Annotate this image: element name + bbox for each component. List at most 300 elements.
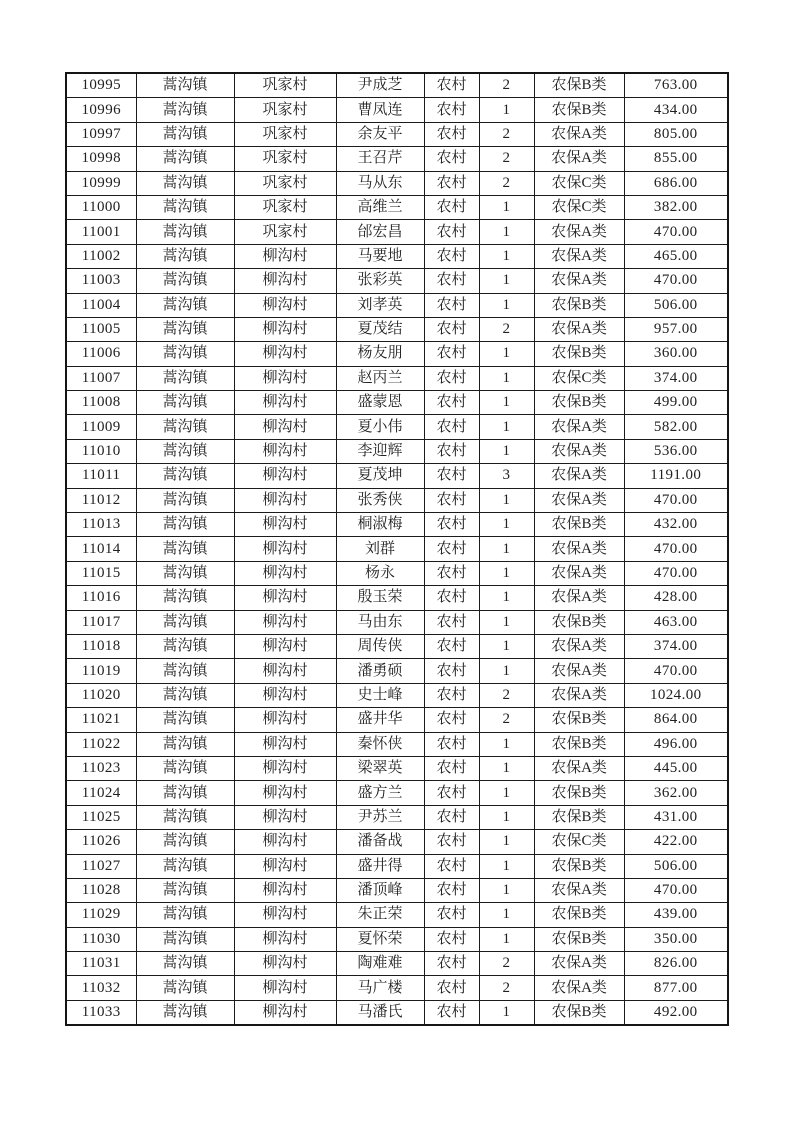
- cell-person-name: 杨永: [336, 561, 424, 585]
- cell-category: 农保A类: [534, 244, 624, 268]
- cell-household-type: 农村: [424, 317, 479, 341]
- cell-record-id: 11012: [66, 488, 136, 512]
- cell-person-name: 史士峰: [336, 683, 424, 707]
- cell-household-type: 农村: [424, 513, 479, 537]
- cell-village: 柳沟村: [234, 561, 336, 585]
- cell-village: 柳沟村: [234, 391, 336, 415]
- cell-town: 蒿沟镇: [136, 122, 234, 146]
- cell-village: 柳沟村: [234, 854, 336, 878]
- cell-person-count: 1: [479, 854, 534, 878]
- table-row: [66, 927, 728, 951]
- cell-category: 农保A类: [534, 634, 624, 658]
- cell-town: 蒿沟镇: [136, 586, 234, 610]
- cell-person-name: 马广楼: [336, 976, 424, 1000]
- table-row: [66, 756, 728, 780]
- cell-village: 柳沟村: [234, 537, 336, 561]
- cell-person-name: 周传侠: [336, 634, 424, 658]
- cell-household-type: 农村: [424, 269, 479, 293]
- cell-category: 农保A类: [534, 561, 624, 585]
- cell-household-type: 农村: [424, 195, 479, 219]
- cell-category: 农保B类: [534, 293, 624, 317]
- cell-town: 蒿沟镇: [136, 927, 234, 951]
- cell-amount: 434.00: [624, 98, 728, 122]
- cell-amount: 864.00: [624, 708, 728, 732]
- cell-household-type: 农村: [424, 98, 479, 122]
- cell-village: 巩家村: [234, 195, 336, 219]
- cell-village: 柳沟村: [234, 756, 336, 780]
- cell-category: 农保C类: [534, 195, 624, 219]
- cell-amount: 362.00: [624, 781, 728, 805]
- cell-category: 农保A类: [534, 439, 624, 463]
- cell-person-name: 刘群: [336, 537, 424, 561]
- cell-person-count: 1: [479, 610, 534, 634]
- cell-person-name: 马潘氏: [336, 1000, 424, 1025]
- cell-category: 农保A类: [534, 488, 624, 512]
- cell-household-type: 农村: [424, 854, 479, 878]
- cell-person-count: 1: [479, 732, 534, 756]
- cell-town: 蒿沟镇: [136, 342, 234, 366]
- cell-town: 蒿沟镇: [136, 317, 234, 341]
- cell-amount: 470.00: [624, 220, 728, 244]
- cell-record-id: 10997: [66, 122, 136, 146]
- cell-record-id: 11021: [66, 708, 136, 732]
- cell-town: 蒿沟镇: [136, 366, 234, 390]
- table-row: [66, 171, 728, 195]
- cell-village: 柳沟村: [234, 366, 336, 390]
- cell-village: 柳沟村: [234, 683, 336, 707]
- cell-household-type: 农村: [424, 561, 479, 585]
- table-row: [66, 513, 728, 537]
- cell-household-type: 农村: [424, 293, 479, 317]
- cell-person-name: 夏茂结: [336, 317, 424, 341]
- cell-person-count: 1: [479, 98, 534, 122]
- cell-category: 农保A类: [534, 952, 624, 976]
- table-row: [66, 781, 728, 805]
- cell-amount: 826.00: [624, 952, 728, 976]
- cell-household-type: 农村: [424, 976, 479, 1000]
- cell-household-type: 农村: [424, 147, 479, 171]
- cell-category: 农保B类: [534, 732, 624, 756]
- cell-record-id: 11031: [66, 952, 136, 976]
- cell-village: 柳沟村: [234, 317, 336, 341]
- cell-person-count: 1: [479, 659, 534, 683]
- cell-person-count: 1: [479, 220, 534, 244]
- cell-record-id: 11019: [66, 659, 136, 683]
- cell-amount: 470.00: [624, 561, 728, 585]
- cell-amount: 350.00: [624, 927, 728, 951]
- cell-amount: 496.00: [624, 732, 728, 756]
- cell-category: 农保B类: [534, 854, 624, 878]
- cell-household-type: 农村: [424, 244, 479, 268]
- cell-household-type: 农村: [424, 732, 479, 756]
- cell-person-count: 3: [479, 464, 534, 488]
- cell-household-type: 农村: [424, 171, 479, 195]
- cell-town: 蒿沟镇: [136, 708, 234, 732]
- cell-category: 农保A类: [534, 220, 624, 244]
- cell-household-type: 农村: [424, 634, 479, 658]
- table-row: [66, 952, 728, 976]
- cell-amount: 422.00: [624, 830, 728, 854]
- table-row: [66, 244, 728, 268]
- cell-category: 农保B类: [534, 391, 624, 415]
- cell-town: 蒿沟镇: [136, 634, 234, 658]
- cell-category: 农保A类: [534, 586, 624, 610]
- cell-category: 农保A类: [534, 122, 624, 146]
- cell-person-name: 刘孝英: [336, 293, 424, 317]
- cell-household-type: 农村: [424, 439, 479, 463]
- cell-amount: 499.00: [624, 391, 728, 415]
- cell-town: 蒿沟镇: [136, 171, 234, 195]
- cell-record-id: 11010: [66, 439, 136, 463]
- cell-record-id: 11008: [66, 391, 136, 415]
- cell-village: 柳沟村: [234, 976, 336, 1000]
- cell-person-name: 殷玉荣: [336, 586, 424, 610]
- cell-amount: 463.00: [624, 610, 728, 634]
- cell-person-count: 1: [479, 293, 534, 317]
- cell-person-name: 盛井得: [336, 854, 424, 878]
- cell-town: 蒿沟镇: [136, 610, 234, 634]
- cell-record-id: 11003: [66, 269, 136, 293]
- cell-record-id: 11005: [66, 317, 136, 341]
- cell-person-name: 王召芹: [336, 147, 424, 171]
- cell-category: 农保C类: [534, 366, 624, 390]
- table-row: [66, 439, 728, 463]
- cell-person-count: 1: [479, 878, 534, 902]
- cell-town: 蒿沟镇: [136, 561, 234, 585]
- cell-person-name: 梁翠英: [336, 756, 424, 780]
- cell-town: 蒿沟镇: [136, 537, 234, 561]
- cell-person-name: 马要地: [336, 244, 424, 268]
- cell-person-count: 1: [479, 586, 534, 610]
- cell-category: 农保B类: [534, 903, 624, 927]
- cell-household-type: 农村: [424, 464, 479, 488]
- cell-town: 蒿沟镇: [136, 976, 234, 1000]
- cell-town: 蒿沟镇: [136, 195, 234, 219]
- cell-person-count: 1: [479, 756, 534, 780]
- cell-village: 巩家村: [234, 122, 336, 146]
- cell-category: 农保B类: [534, 513, 624, 537]
- cell-village: 巩家村: [234, 220, 336, 244]
- cell-person-count: 1: [479, 537, 534, 561]
- cell-town: 蒿沟镇: [136, 439, 234, 463]
- cell-person-count: 2: [479, 147, 534, 171]
- table-row: [66, 561, 728, 585]
- cell-town: 蒿沟镇: [136, 830, 234, 854]
- cell-person-count: 1: [479, 781, 534, 805]
- cell-category: 农保B类: [534, 708, 624, 732]
- cell-record-id: 11032: [66, 976, 136, 1000]
- cell-record-id: 11006: [66, 342, 136, 366]
- cell-amount: 470.00: [624, 537, 728, 561]
- cell-person-count: 1: [479, 195, 534, 219]
- cell-town: 蒿沟镇: [136, 659, 234, 683]
- cell-town: 蒿沟镇: [136, 464, 234, 488]
- cell-household-type: 农村: [424, 415, 479, 439]
- cell-person-count: 1: [479, 903, 534, 927]
- cell-amount: 805.00: [624, 122, 728, 146]
- cell-record-id: 11015: [66, 561, 136, 585]
- cell-person-count: 1: [479, 634, 534, 658]
- cell-person-count: 1: [479, 415, 534, 439]
- cell-household-type: 农村: [424, 952, 479, 976]
- cell-town: 蒿沟镇: [136, 269, 234, 293]
- cell-record-id: 10998: [66, 147, 136, 171]
- table-row: [66, 98, 728, 122]
- cell-person-count: 2: [479, 952, 534, 976]
- cell-amount: 957.00: [624, 317, 728, 341]
- table-body: [66, 73, 728, 1025]
- cell-household-type: 农村: [424, 610, 479, 634]
- pension-roster-table: [65, 72, 729, 1026]
- cell-person-name: 杨友朋: [336, 342, 424, 366]
- cell-village: 巩家村: [234, 73, 336, 98]
- cell-village: 柳沟村: [234, 732, 336, 756]
- table-row: [66, 830, 728, 854]
- cell-town: 蒿沟镇: [136, 878, 234, 902]
- cell-person-count: 1: [479, 488, 534, 512]
- cell-record-id: 11029: [66, 903, 136, 927]
- cell-village: 柳沟村: [234, 903, 336, 927]
- table-row: [66, 683, 728, 707]
- cell-category: 农保B类: [534, 1000, 624, 1025]
- cell-person-name: 高维兰: [336, 195, 424, 219]
- cell-category: 农保B类: [534, 342, 624, 366]
- cell-person-count: 2: [479, 73, 534, 98]
- cell-town: 蒿沟镇: [136, 513, 234, 537]
- cell-town: 蒿沟镇: [136, 805, 234, 829]
- cell-village: 巩家村: [234, 98, 336, 122]
- cell-village: 巩家村: [234, 171, 336, 195]
- cell-village: 柳沟村: [234, 464, 336, 488]
- cell-amount: 428.00: [624, 586, 728, 610]
- cell-record-id: 11004: [66, 293, 136, 317]
- table-row: [66, 415, 728, 439]
- table-row: [66, 147, 728, 171]
- cell-record-id: 11020: [66, 683, 136, 707]
- cell-household-type: 农村: [424, 1000, 479, 1025]
- cell-category: 农保A类: [534, 269, 624, 293]
- cell-record-id: 11000: [66, 195, 136, 219]
- cell-town: 蒿沟镇: [136, 220, 234, 244]
- table-row: [66, 659, 728, 683]
- cell-person-name: 桐淑梅: [336, 513, 424, 537]
- cell-person-count: 1: [479, 269, 534, 293]
- cell-town: 蒿沟镇: [136, 73, 234, 98]
- table-row: [66, 464, 728, 488]
- cell-household-type: 农村: [424, 366, 479, 390]
- table-row: [66, 854, 728, 878]
- table-row: [66, 878, 728, 902]
- cell-town: 蒿沟镇: [136, 147, 234, 171]
- cell-category: 农保A类: [534, 878, 624, 902]
- cell-person-count: 2: [479, 317, 534, 341]
- cell-person-count: 1: [479, 342, 534, 366]
- table-row: [66, 610, 728, 634]
- cell-village: 柳沟村: [234, 927, 336, 951]
- cell-household-type: 农村: [424, 220, 479, 244]
- table-row: [66, 342, 728, 366]
- cell-person-name: 潘顶峰: [336, 878, 424, 902]
- table-row: [66, 391, 728, 415]
- cell-person-count: 1: [479, 805, 534, 829]
- cell-village: 柳沟村: [234, 634, 336, 658]
- cell-amount: 536.00: [624, 439, 728, 463]
- cell-person-count: 1: [479, 513, 534, 537]
- cell-village: 柳沟村: [234, 1000, 336, 1025]
- cell-person-name: 尹成芝: [336, 73, 424, 98]
- cell-person-name: 秦怀侠: [336, 732, 424, 756]
- cell-town: 蒿沟镇: [136, 854, 234, 878]
- table-row: [66, 195, 728, 219]
- cell-record-id: 10999: [66, 171, 136, 195]
- cell-amount: 492.00: [624, 1000, 728, 1025]
- cell-person-name: 马从东: [336, 171, 424, 195]
- cell-person-count: 2: [479, 708, 534, 732]
- cell-category: 农保A类: [534, 147, 624, 171]
- cell-town: 蒿沟镇: [136, 293, 234, 317]
- cell-person-count: 1: [479, 927, 534, 951]
- cell-household-type: 农村: [424, 391, 479, 415]
- cell-category: 农保A类: [534, 415, 624, 439]
- cell-village: 柳沟村: [234, 269, 336, 293]
- cell-category: 农保A类: [534, 756, 624, 780]
- cell-town: 蒿沟镇: [136, 244, 234, 268]
- cell-record-id: 10995: [66, 73, 136, 98]
- cell-category: 农保B类: [534, 805, 624, 829]
- cell-person-count: 1: [479, 830, 534, 854]
- cell-town: 蒿沟镇: [136, 781, 234, 805]
- cell-village: 柳沟村: [234, 488, 336, 512]
- cell-amount: 445.00: [624, 756, 728, 780]
- cell-person-name: 李迎辉: [336, 439, 424, 463]
- cell-record-id: 11028: [66, 878, 136, 902]
- table-row: [66, 537, 728, 561]
- cell-household-type: 农村: [424, 537, 479, 561]
- cell-village: 柳沟村: [234, 439, 336, 463]
- cell-person-count: 2: [479, 122, 534, 146]
- cell-person-count: 1: [479, 1000, 534, 1025]
- cell-town: 蒿沟镇: [136, 756, 234, 780]
- cell-person-count: 1: [479, 439, 534, 463]
- cell-household-type: 农村: [424, 878, 479, 902]
- cell-amount: 470.00: [624, 488, 728, 512]
- cell-person-name: 朱正荣: [336, 903, 424, 927]
- cell-amount: 763.00: [624, 73, 728, 98]
- cell-amount: 877.00: [624, 976, 728, 1000]
- cell-amount: 431.00: [624, 805, 728, 829]
- table-row: [66, 732, 728, 756]
- cell-category: 农保B类: [534, 927, 624, 951]
- cell-village: 柳沟村: [234, 659, 336, 683]
- cell-person-name: 邰宏昌: [336, 220, 424, 244]
- cell-record-id: 11016: [66, 586, 136, 610]
- cell-amount: 470.00: [624, 269, 728, 293]
- table-row: [66, 903, 728, 927]
- cell-person-count: 1: [479, 391, 534, 415]
- cell-record-id: 11033: [66, 1000, 136, 1025]
- cell-record-id: 11024: [66, 781, 136, 805]
- cell-amount: 432.00: [624, 513, 728, 537]
- cell-household-type: 农村: [424, 708, 479, 732]
- cell-category: 农保A类: [534, 976, 624, 1000]
- cell-town: 蒿沟镇: [136, 415, 234, 439]
- cell-household-type: 农村: [424, 122, 479, 146]
- cell-person-name: 夏茂坤: [336, 464, 424, 488]
- cell-household-type: 农村: [424, 927, 479, 951]
- cell-record-id: 11023: [66, 756, 136, 780]
- cell-amount: 470.00: [624, 659, 728, 683]
- cell-record-id: 11002: [66, 244, 136, 268]
- cell-person-name: 盛蒙恩: [336, 391, 424, 415]
- cell-person-count: 1: [479, 561, 534, 585]
- cell-household-type: 农村: [424, 683, 479, 707]
- table-row: [66, 708, 728, 732]
- cell-village: 柳沟村: [234, 830, 336, 854]
- cell-town: 蒿沟镇: [136, 952, 234, 976]
- cell-person-name: 夏小伟: [336, 415, 424, 439]
- cell-amount: 439.00: [624, 903, 728, 927]
- cell-town: 蒿沟镇: [136, 98, 234, 122]
- cell-person-name: 盛井华: [336, 708, 424, 732]
- cell-village: 柳沟村: [234, 415, 336, 439]
- table-row: [66, 293, 728, 317]
- cell-amount: 506.00: [624, 293, 728, 317]
- cell-amount: 855.00: [624, 147, 728, 171]
- cell-amount: 470.00: [624, 878, 728, 902]
- cell-record-id: 11030: [66, 927, 136, 951]
- cell-category: 农保B类: [534, 73, 624, 98]
- table-row: [66, 586, 728, 610]
- cell-person-count: 2: [479, 171, 534, 195]
- cell-village: 柳沟村: [234, 610, 336, 634]
- cell-person-count: 2: [479, 976, 534, 1000]
- cell-town: 蒿沟镇: [136, 1000, 234, 1025]
- cell-amount: 1024.00: [624, 683, 728, 707]
- cell-household-type: 农村: [424, 73, 479, 98]
- cell-household-type: 农村: [424, 830, 479, 854]
- cell-person-name: 张彩英: [336, 269, 424, 293]
- cell-record-id: 11011: [66, 464, 136, 488]
- cell-village: 柳沟村: [234, 342, 336, 366]
- cell-record-id: 11022: [66, 732, 136, 756]
- table-row: [66, 366, 728, 390]
- cell-household-type: 农村: [424, 342, 479, 366]
- cell-category: 农保C类: [534, 171, 624, 195]
- cell-village: 柳沟村: [234, 244, 336, 268]
- cell-amount: 686.00: [624, 171, 728, 195]
- cell-village: 柳沟村: [234, 708, 336, 732]
- cell-village: 柳沟村: [234, 805, 336, 829]
- cell-record-id: 11027: [66, 854, 136, 878]
- cell-record-id: 11009: [66, 415, 136, 439]
- cell-amount: 382.00: [624, 195, 728, 219]
- cell-town: 蒿沟镇: [136, 683, 234, 707]
- cell-person-name: 余友平: [336, 122, 424, 146]
- cell-record-id: 11025: [66, 805, 136, 829]
- cell-record-id: 11017: [66, 610, 136, 634]
- cell-person-name: 潘备战: [336, 830, 424, 854]
- table-row: [66, 1000, 728, 1025]
- cell-village: 巩家村: [234, 147, 336, 171]
- table-row: [66, 488, 728, 512]
- cell-record-id: 11013: [66, 513, 136, 537]
- cell-record-id: 11007: [66, 366, 136, 390]
- cell-person-count: 2: [479, 683, 534, 707]
- cell-person-name: 张秀侠: [336, 488, 424, 512]
- cell-amount: 1191.00: [624, 464, 728, 488]
- cell-village: 柳沟村: [234, 781, 336, 805]
- table-row: [66, 976, 728, 1000]
